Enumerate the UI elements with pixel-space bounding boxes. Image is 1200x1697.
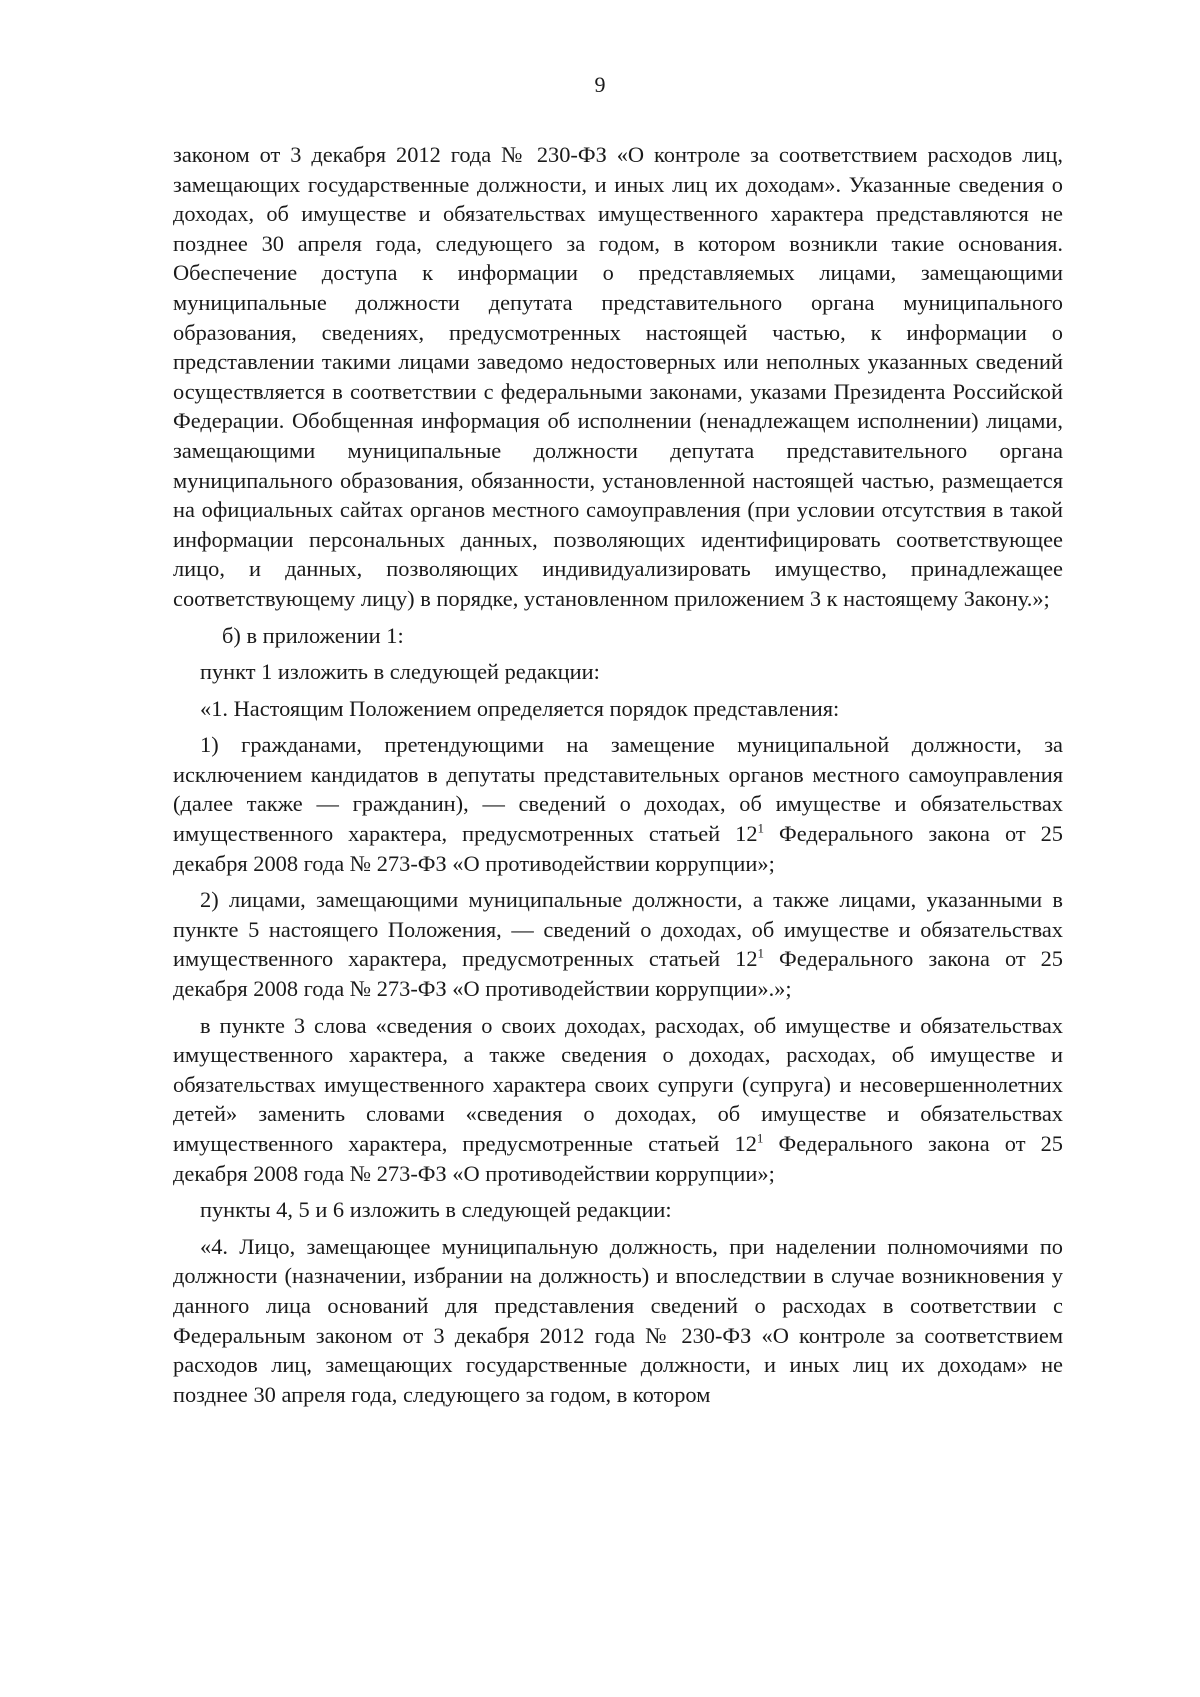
point-3-text-a: в пункте 3 слова «сведения о своих доходах, расходах, об имуществе и обязательствах имущественного характера, а также сведения о доходах, расходах, об имуществе и обязательствах имущественного характера своих супруги (супруга) и несовершеннолетних детей» заменить словами «сведения о доходах, об имуществе и обязательствах имущественного характера, предусмотренные статьей 12 [173,1012,1063,1156]
item-1-superscript: 1 [757,820,765,836]
item-2-superscript: 1 [757,945,765,961]
item-1-text-b: Федерального закона от 25 декабря 2008 года № 273-ФЗ «О противодействии коррупции»; [173,821,1063,876]
item-1-text-a: 1) гражданами, претендующими на замещение муниципальной должности, за исключением кандидатов в депутаты представительных органов местного самоуправления (далее также — гражданин), — сведений о доходах, об имуществе и обязательствах имущественного характера, предусмотренных статьей 12 [173,732,1063,847]
paragraph-point-1-intro: «1. Настоящим Положением определяется порядок представления: [200,695,840,721]
paragraph-point-4: «4. Лицо, замещающее муниципальную должность, при наделении полномочиями по должности (назначении, избрании на должность) и впоследствии в случае возникновения у данного лица оснований для представления сведений о расходах в соответствии с Федеральным законом от 3 декабря 2012 года № 230-ФЗ «О контроле за соответствием расходов лиц, замещающих государственные должности, и иных лиц их доходам» не позднее 30 апреля года, следующего за годом, в котором [173,1233,1063,1407]
paragraph-item-2 [173,885,1063,1003]
item-2-text-b: Федерального закона от 25 декабря 2008 года № 273-ФЗ «О противодействии коррупции».»; [173,946,1063,1002]
paragraph-continuation: законом от 3 декабря 2012 года № 230-ФЗ «О контроле за соответствием расходов лиц, замещающих государственные должности, и иных лиц их доходам». Указанные сведения о доходах, об имуществе и обязательствах имущественного характера представляются не позднее 30 апреля года, следующего за годом, в котором возникли такие основания. Обеспечение доступа к информации о представляемых лицами, замещающими муниципальные должности депутата представительного органа муниципального образования, сведениях, предусмотренных настоящей частью, к информации о представлении такими лицами заведомо недостоверных или неполных указанных сведений осуществляется в соответствии с федеральными законами, указами Президента Российской Федерации. Обобщенная информация об исполнении (ненадлежащем исполнении) лицами, замещающими муниципальные должности депутата представительного органа муниципального образования, обязанности, установленной настоящей частью, размещается на официальных сайтах органов местного самоуправления (при условии отсутствия в такой информации персональных данных, позволяющих идентифицировать соответствующее лицо, и данных, позволяющих индивидуализировать имущество, принадлежащее соответствующему лицу) в порядке, установленном приложением 3 к настоящему Закону.»; [173,142,1063,611]
paragraph-points-4-5-6: пункты 4, 5 и 6 изложить в следующей редакции: [200,1197,672,1223]
paragraph-amendment-point-1: пункт 1 изложить в следующей редакции: [200,659,600,685]
page-number: 9 [594,72,606,97]
paragraph-item-1 [173,730,1063,878]
point-3-text-b: Федерального закона от 25 декабря 2008 года № 273-ФЗ «О противодействии коррупции»; [173,1131,1063,1186]
item-2-text-a: 2) лицами, замещающими муниципальные должности, а также лицами, указанными в пункте 5 настоящего Положения, — сведений о доходах, об имуществе и обязательствах имущественного характера, предусмотренных статьей 12 [173,887,1063,972]
paragraph-subitem-b: б) в приложении 1: [222,622,404,648]
paragraph-point-3 [173,1011,1063,1189]
point-3-superscript: 1 [756,1130,764,1146]
document-body [173,140,1063,1416]
